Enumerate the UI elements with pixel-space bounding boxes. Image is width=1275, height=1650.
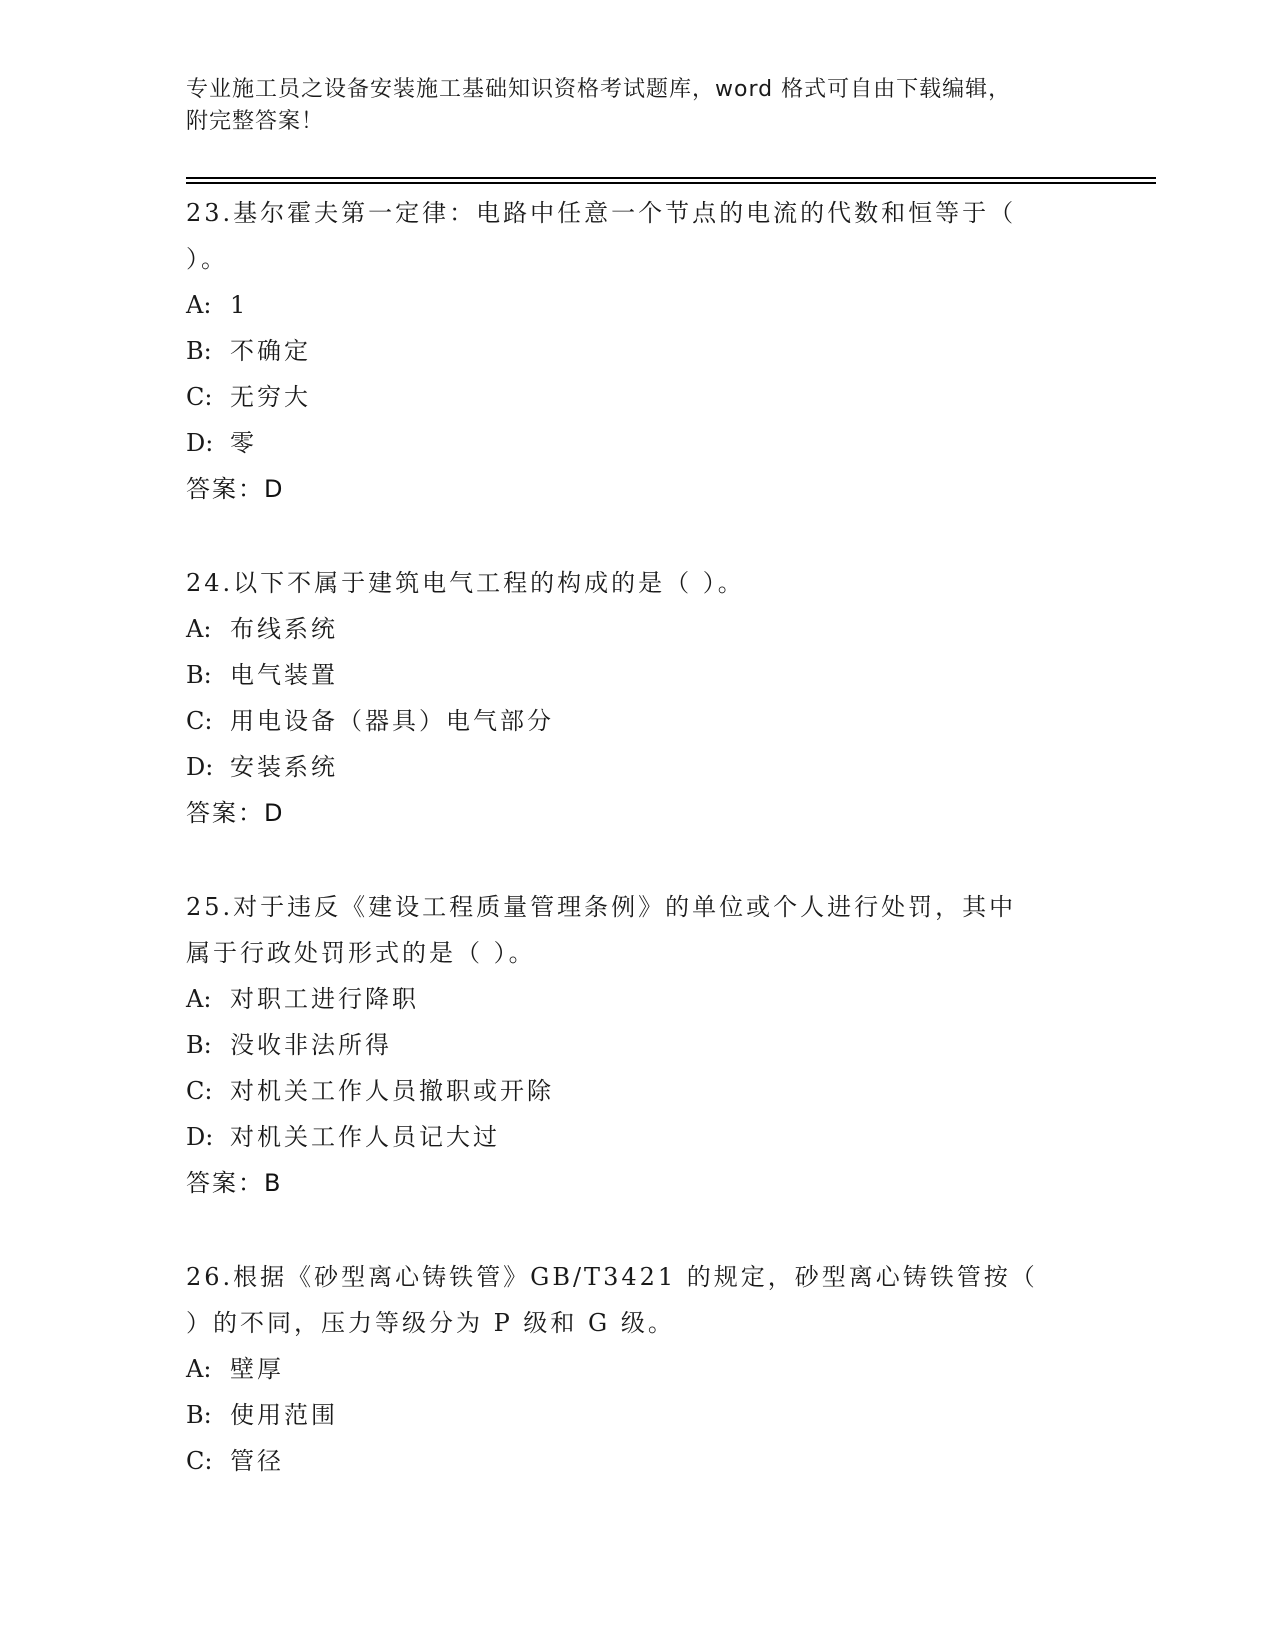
option-text: 布线系统 xyxy=(230,615,338,643)
stem-line: ）的不同，压力等级分为 P 级和 G 级。 xyxy=(186,1309,675,1337)
option-letter: C: xyxy=(186,1447,213,1475)
option-text: 管径 xyxy=(230,1447,284,1475)
option-a xyxy=(186,976,1086,1022)
question-23 xyxy=(186,190,1086,512)
option-text: 无穷大 xyxy=(230,383,311,411)
stem-line: 24.以下不属于建筑电气工程的构成的是（ ）。 xyxy=(186,569,745,597)
header-line-2: 附完整答案！ xyxy=(186,109,325,134)
question-stem xyxy=(186,560,1086,606)
document-header xyxy=(186,74,1066,138)
option-letter: D: xyxy=(186,753,214,781)
option-letter: A: xyxy=(186,1355,212,1383)
option-a xyxy=(186,282,1086,328)
option-text: 对机关工作人员记大过 xyxy=(230,1123,500,1151)
header-divider-top xyxy=(186,177,1156,179)
option-c xyxy=(186,1068,1086,1114)
option-text: 壁厚 xyxy=(230,1355,284,1383)
option-c xyxy=(186,698,1086,744)
stem-line: 26.根据《砂型离心铸铁管》GB/T3421 的规定，砂型离心铸铁管按（ xyxy=(186,1263,1038,1291)
option-letter: B: xyxy=(186,661,212,689)
answer-line: 答案：D xyxy=(186,799,285,827)
answer-line: 答案：D xyxy=(186,475,285,503)
option-c xyxy=(186,374,1086,420)
option-b xyxy=(186,1392,1086,1438)
option-letter: A: xyxy=(186,291,212,319)
stem-line: 属于行政处罚形式的是（ ）。 xyxy=(186,939,536,967)
option-text: 电气装置 xyxy=(230,661,338,689)
option-text: 零 xyxy=(230,429,257,457)
question-stem xyxy=(186,884,1086,976)
question-stem xyxy=(186,190,1086,282)
option-text: 没收非法所得 xyxy=(230,1031,392,1059)
option-letter: B: xyxy=(186,1031,212,1059)
option-d xyxy=(186,744,1086,790)
option-a xyxy=(186,606,1086,652)
option-a xyxy=(186,1346,1086,1392)
question-24 xyxy=(186,560,1086,836)
option-b xyxy=(186,652,1086,698)
question-stem xyxy=(186,1254,1086,1346)
option-letter: B: xyxy=(186,1401,212,1429)
option-letter: C: xyxy=(186,707,213,735)
option-text: 1 xyxy=(230,291,249,319)
stem-line: 23.基尔霍夫第一定律：电路中任意一个节点的电流的代数和恒等于（ xyxy=(186,199,1017,227)
option-text: 对机关工作人员撤职或开除 xyxy=(230,1077,554,1105)
option-text: 用电设备（器具）电气部分 xyxy=(230,707,554,735)
option-d xyxy=(186,420,1086,466)
header-divider-bottom xyxy=(186,182,1156,184)
stem-line: ）。 xyxy=(186,245,228,273)
option-d xyxy=(186,1114,1086,1160)
option-letter: D: xyxy=(186,429,214,457)
option-letter: D: xyxy=(186,1123,214,1151)
option-letter: C: xyxy=(186,383,213,411)
answer-line: 答案：B xyxy=(186,1169,283,1197)
option-letter: C: xyxy=(186,1077,213,1105)
header-line-1: 专业施工员之设备安装施工基础知识资格考试题库，word 格式可自由下载编辑， xyxy=(186,77,1012,102)
option-letter: A: xyxy=(186,985,212,1013)
stem-line: 25.对于违反《建设工程质量管理条例》的单位或个人进行处罚，其中 xyxy=(186,893,1017,921)
option-b xyxy=(186,1022,1086,1068)
option-letter: B: xyxy=(186,337,212,365)
question-25 xyxy=(186,884,1086,1206)
option-text: 对职工进行降职 xyxy=(230,985,419,1013)
question-26 xyxy=(186,1254,1086,1484)
question-list xyxy=(186,190,1086,1532)
option-letter: A: xyxy=(186,615,212,643)
option-text: 不确定 xyxy=(230,337,311,365)
option-text: 安装系统 xyxy=(230,753,338,781)
option-text: 使用范围 xyxy=(230,1401,338,1429)
option-b xyxy=(186,328,1086,374)
option-c xyxy=(186,1438,1086,1484)
